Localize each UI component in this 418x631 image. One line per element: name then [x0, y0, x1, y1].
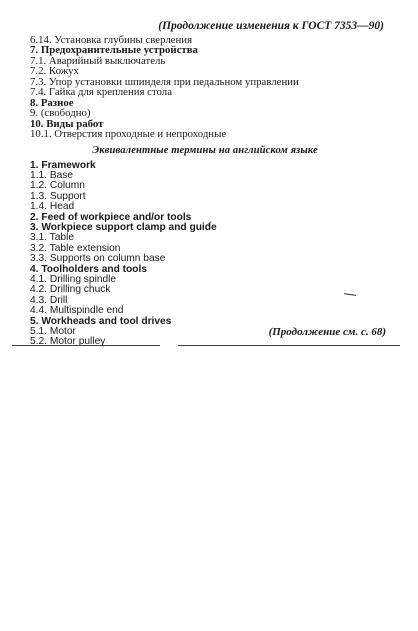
term-text: Гайка для крепления стола	[48, 86, 172, 99]
term-number: 3.3.	[30, 253, 47, 265]
footer-rule-right	[178, 345, 400, 346]
english-term-item	[30, 285, 390, 295]
term-number: 2.	[30, 211, 39, 223]
term-number: 7.4.	[30, 86, 47, 99]
term-text: Supports on column base	[49, 253, 166, 265]
term-number: 1.1.	[30, 169, 47, 181]
content-block	[30, 35, 390, 348]
term-number: 7.1.	[30, 54, 47, 67]
term-text: Отверстия проходные и непроходные	[54, 128, 227, 141]
term-text: Виды работ	[46, 117, 104, 130]
term-text: Упор установки шпинделя при педальном управлении	[48, 75, 299, 88]
term-text: Аварийный выключатель	[48, 54, 166, 67]
term-number: 4.1.	[30, 274, 47, 285]
page-header: (Продолжение изменения к ГОСТ 7353—90)	[158, 20, 384, 32]
term-text: Workpiece support clamp and guide	[41, 221, 217, 233]
term-number: 10.	[30, 117, 44, 130]
term-text: Workheads and tool drives	[41, 315, 172, 327]
term-text: Column	[49, 180, 85, 192]
term-number: 6.14.	[30, 34, 52, 46]
footer-rule-left	[12, 345, 160, 346]
term-number: 9.	[30, 107, 39, 120]
term-number: 1.	[30, 159, 39, 171]
english-term-item	[30, 161, 390, 171]
term-text: Multispindle end	[49, 305, 124, 317]
term-number: 7.2.	[30, 65, 47, 78]
term-text: Кожух	[48, 65, 79, 78]
term-text: Drilling spindle	[49, 274, 117, 285]
section-title: Эквивалентные термины на английском языке	[92, 144, 318, 156]
term-text: Table	[49, 232, 75, 244]
term-number: 7.	[30, 44, 39, 57]
term-text: Drilling chuck	[49, 284, 111, 296]
term-text: Motor pulley	[49, 336, 106, 348]
term-text: Toolholders and tools	[41, 263, 147, 275]
english-term-item	[30, 192, 390, 202]
term-text: Head	[49, 201, 75, 213]
term-text: Установка глубины сверления	[54, 34, 193, 46]
term-text: Разное	[40, 96, 74, 109]
term-number: 1.4.	[30, 201, 47, 213]
russian-term-item	[30, 56, 390, 66]
continuation-note: (Продолжение см. с. 68)	[268, 326, 386, 338]
term-text: Base	[49, 169, 74, 181]
term-text: Framework	[41, 159, 96, 171]
term-number: 4.3.	[30, 294, 47, 306]
term-number: 10.1.	[30, 128, 52, 141]
term-number: 5.2.	[30, 336, 47, 348]
term-number: 5.1.	[30, 326, 47, 338]
term-number: 1.3.	[30, 190, 47, 202]
term-text: Motor	[49, 326, 76, 338]
term-number: 3.	[30, 221, 39, 233]
term-number: 4.2.	[30, 284, 47, 296]
term-text: Feed of workpiece and/or tools	[41, 211, 192, 223]
term-number: 4.	[30, 263, 39, 275]
term-number: 3.1.	[30, 232, 47, 244]
term-text: (свободно)	[40, 107, 91, 120]
term-number: 4.4.	[30, 305, 47, 317]
term-number: 7.3.	[30, 75, 47, 88]
english-term-list	[30, 161, 390, 348]
term-number: 3.2.	[30, 242, 47, 254]
term-text: Table extension	[49, 242, 121, 254]
english-term-item	[30, 337, 390, 347]
russian-term-item	[30, 87, 390, 97]
term-number: 1.2.	[30, 180, 47, 192]
term-number: 5.	[30, 315, 39, 327]
russian-term-list	[30, 35, 390, 140]
term-text: Drill	[49, 294, 68, 306]
term-number: 8.	[30, 96, 39, 109]
term-text: Предохранительные устройства	[40, 44, 198, 57]
term-text: Support	[49, 190, 86, 202]
russian-term-item	[30, 129, 390, 139]
english-term-item	[30, 223, 390, 233]
